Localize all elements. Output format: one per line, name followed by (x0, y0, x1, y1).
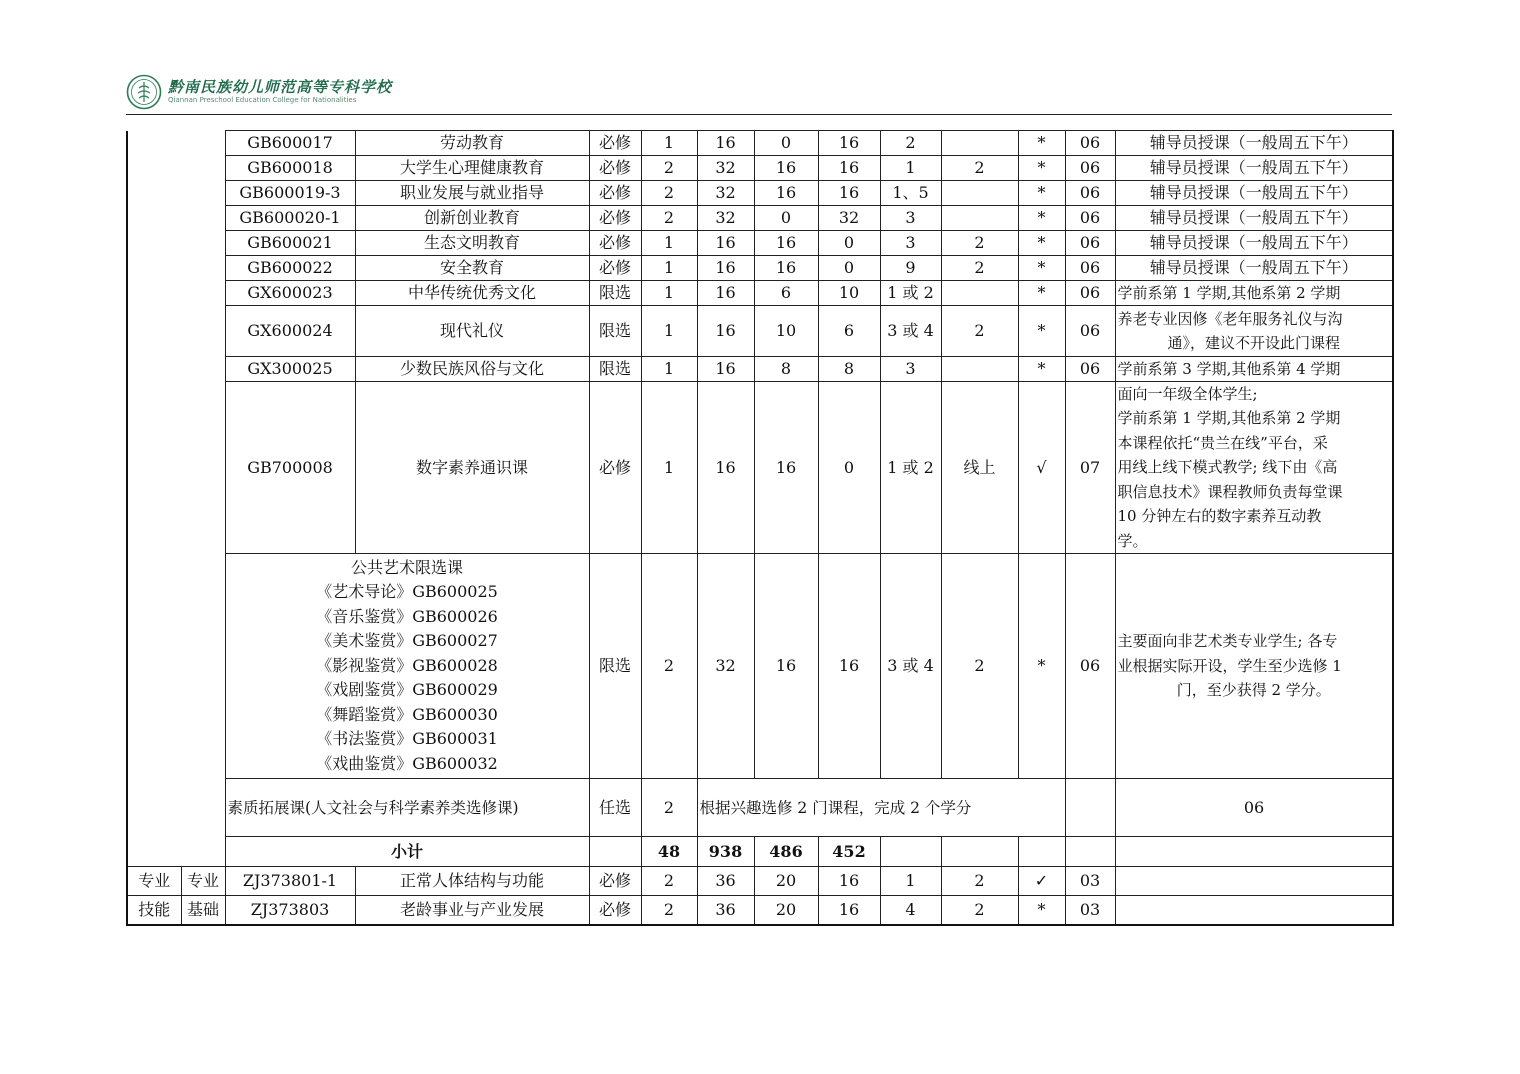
weekly-hours (941, 837, 1018, 867)
note: 辅导员授课（一般周五下午） (1115, 181, 1393, 206)
course-type: 必修 (589, 231, 641, 256)
note-line: 用线上线下模式教学; 线下由《高 (1117, 458, 1338, 477)
dept-code (1065, 837, 1115, 867)
credit: 2 (641, 779, 697, 837)
weekly-hours: 线上 (941, 382, 1018, 554)
dept-code: 06 (1065, 256, 1115, 281)
subtotal-row (127, 837, 1393, 867)
note (1115, 837, 1393, 867)
dept-code: 03 (1065, 867, 1115, 896)
note-line: 本课程依托“贵兰在线”平台，采 (1117, 433, 1328, 452)
term: 4 (880, 896, 941, 925)
course-code: GB600022 (225, 256, 355, 281)
practice-hours: 0 (818, 256, 880, 281)
course-code: ZJ373801-1 (225, 867, 355, 896)
note-line: 学。 (1117, 531, 1148, 550)
practice-hours: 16 (818, 156, 880, 181)
theory-hours: 16 (754, 554, 818, 779)
table-row (127, 256, 1393, 281)
practice-hours: 16 (818, 181, 880, 206)
credit: 1 (641, 256, 697, 281)
practice-hours: 0 (818, 382, 880, 554)
note-line: 养老专业因修《老年服务礼仪与沟 (1117, 309, 1343, 328)
note-line: 主要面向非艺术类专业学生; 各专 (1117, 632, 1338, 651)
check-mark: * (1018, 256, 1065, 281)
table-row (127, 181, 1393, 206)
course-type: 必修 (589, 131, 641, 156)
check-mark (1018, 837, 1065, 867)
table-row (127, 867, 1393, 896)
course-name: 生态文明教育 (355, 231, 589, 256)
note-line: 通》，建议不开设此门课程 (1167, 334, 1340, 352)
table-row (127, 131, 1393, 156)
total-hours: 16 (697, 306, 754, 357)
check-mark: * (1018, 206, 1065, 231)
credit: 1 (641, 306, 697, 357)
note: 辅导员授课（一般周五下午） (1115, 231, 1393, 256)
theory-hours: 16 (754, 382, 818, 554)
theory-hours: 16 (754, 156, 818, 181)
total-hours: 36 (697, 896, 754, 925)
school-logo-icon (126, 74, 162, 110)
check-mark: * (1018, 896, 1065, 925)
total-hours: 32 (697, 156, 754, 181)
course-type: 必修 (589, 156, 641, 181)
term: 1、5 (880, 181, 941, 206)
course-code: GX300025 (225, 357, 355, 382)
table-row (127, 231, 1393, 256)
note-line: 面向一年级全体学生; (1117, 385, 1258, 404)
total-hours: 32 (697, 554, 754, 779)
practice-hours: 452 (818, 837, 880, 867)
course-type: 必修 (589, 206, 641, 231)
dept-code: 06 (1065, 131, 1115, 156)
weekly-hours (941, 181, 1018, 206)
weekly-hours (941, 206, 1018, 231)
total-hours: 16 (697, 382, 754, 554)
check-mark (1065, 779, 1115, 837)
term: 1 (880, 867, 941, 896)
check-mark: * (1018, 131, 1065, 156)
practice-hours: 16 (818, 131, 880, 156)
note: 辅导员授课（一般周五下午） (1115, 206, 1393, 231)
course-name: 素质拓展课(人文社会与科学素养类选修课) (225, 779, 589, 837)
course-type: 限选 (589, 281, 641, 306)
credit: 2 (641, 896, 697, 925)
table-row (127, 156, 1393, 181)
note: 学前系第 1 学期,其他系第 2 学期 (1115, 281, 1393, 306)
theory-hours: 8 (754, 357, 818, 382)
course-code: GX600024 (225, 306, 355, 357)
table-row (127, 896, 1393, 925)
theory-hours: 486 (754, 837, 818, 867)
theory-hours: 16 (754, 256, 818, 281)
school-name-cn: 黔南民族幼儿师范高等专科学校 (168, 78, 393, 96)
art-list-item: 《舞蹈鉴赏》GB600030 (316, 704, 498, 724)
credit: 2 (641, 156, 697, 181)
check-mark: √ (1018, 382, 1065, 554)
weekly-hours (941, 281, 1018, 306)
course-type: 必修 (589, 382, 641, 554)
course-name: 职业发展与就业指导 (355, 181, 589, 206)
term: 3 (880, 231, 941, 256)
term: 3 (880, 357, 941, 382)
course-name: 老龄事业与产业发展 (355, 896, 589, 925)
dept-code: 06 (1065, 281, 1115, 306)
curriculum-table (126, 130, 1394, 926)
course-name: 大学生心理健康教育 (355, 156, 589, 181)
theory-hours: 16 (754, 181, 818, 206)
course-type: 必修 (589, 256, 641, 281)
credit: 2 (641, 206, 697, 231)
theory-hours: 16 (754, 231, 818, 256)
course-type: 必修 (589, 896, 641, 925)
group-label: 技能 (127, 896, 181, 925)
practice-hours: 10 (818, 281, 880, 306)
weekly-hours (941, 131, 1018, 156)
term: 9 (880, 256, 941, 281)
table-row (127, 779, 1393, 837)
note: 辅导员授课（一般周五下午） (1115, 156, 1393, 181)
total-hours: 16 (697, 131, 754, 156)
practice-hours: 16 (818, 896, 880, 925)
theory-hours: 0 (754, 206, 818, 231)
course-type: 必修 (589, 181, 641, 206)
course-code: ZJ373803 (225, 896, 355, 925)
note (1115, 554, 1393, 779)
dept-code: 07 (1065, 382, 1115, 554)
credit: 2 (641, 181, 697, 206)
credit: 2 (641, 554, 697, 779)
weekly-hours: 2 (941, 867, 1018, 896)
total-hours: 16 (697, 256, 754, 281)
dept-code: 06 (1065, 206, 1115, 231)
practice-hours: 8 (818, 357, 880, 382)
total-hours: 32 (697, 181, 754, 206)
course-type: 任选 (589, 779, 641, 837)
weekly-hours: 2 (941, 256, 1018, 281)
note-line: 10 分钟左右的数字素养互动教 (1117, 507, 1322, 526)
course-code: GB600017 (225, 131, 355, 156)
course-code: GB700008 (225, 382, 355, 554)
total-hours: 938 (697, 837, 754, 867)
group-cell-blank (127, 131, 225, 867)
term: 3 或 4 (880, 306, 941, 357)
term: 1 或 2 (880, 382, 941, 554)
credit: 1 (641, 131, 697, 156)
note: 辅导员授课（一般周五下午） (1115, 131, 1393, 156)
dept-code: 06 (1115, 779, 1393, 837)
course-name: 中华传统优秀文化 (355, 281, 589, 306)
merged-note: 根据兴趣选修 2 门课程，完成 2 个学分 (697, 779, 1065, 837)
total-hours: 32 (697, 206, 754, 231)
course-name: 安全教育 (355, 256, 589, 281)
check-mark: * (1018, 554, 1065, 779)
note-line: 门，至少获得 2 学分。 (1176, 681, 1331, 700)
check-mark: * (1018, 281, 1065, 306)
term: 3 或 4 (880, 554, 941, 779)
credit: 1 (641, 357, 697, 382)
term (880, 837, 941, 867)
theory-hours: 20 (754, 867, 818, 896)
term: 2 (880, 131, 941, 156)
dept-code: 06 (1065, 231, 1115, 256)
check-mark: * (1018, 231, 1065, 256)
dept-code: 06 (1065, 357, 1115, 382)
art-list-title: 公共艺术限选课 (350, 557, 463, 577)
check-mark: * (1018, 306, 1065, 357)
note (1115, 382, 1393, 554)
table-row (127, 206, 1393, 231)
table-row (127, 357, 1393, 382)
theory-hours: 6 (754, 281, 818, 306)
course-name: 少数民族风俗与文化 (355, 357, 589, 382)
total-hours: 16 (697, 231, 754, 256)
course-code: GX600023 (225, 281, 355, 306)
credit: 1 (641, 231, 697, 256)
table-row (127, 554, 1393, 779)
weekly-hours: 2 (941, 231, 1018, 256)
total-hours: 16 (697, 281, 754, 306)
weekly-hours: 2 (941, 306, 1018, 357)
table-row (127, 382, 1393, 554)
theory-hours: 10 (754, 306, 818, 357)
header-divider (126, 114, 1392, 115)
course-code: GB600021 (225, 231, 355, 256)
practice-hours: 16 (818, 867, 880, 896)
subtotal-label: 小计 (225, 837, 589, 867)
weekly-hours: 2 (941, 156, 1018, 181)
table-row (127, 306, 1393, 357)
note-line: 学前系第 1 学期,其他系第 2 学期 (1117, 409, 1341, 428)
course-type: 限选 (589, 357, 641, 382)
dept-code: 03 (1065, 896, 1115, 925)
dept-code: 06 (1065, 181, 1115, 206)
dept-code: 06 (1065, 306, 1115, 357)
group-label: 专业 (127, 867, 181, 896)
total-hours: 36 (697, 867, 754, 896)
course-code: GB600019-3 (225, 181, 355, 206)
credit: 2 (641, 867, 697, 896)
page-header (126, 72, 1392, 116)
note: 学前系第 3 学期,其他系第 4 学期 (1115, 357, 1393, 382)
group-label: 基础 (181, 896, 225, 925)
course-name: 现代礼仪 (355, 306, 589, 357)
note-line: 业根据实际开设，学生至少选修 1 (1117, 656, 1342, 675)
art-list-item: 《艺术导论》GB600025 (316, 582, 498, 602)
course-type (589, 837, 641, 867)
note (1115, 896, 1393, 925)
practice-hours: 16 (818, 554, 880, 779)
term: 1 (880, 156, 941, 181)
dept-code: 06 (1065, 554, 1115, 779)
course-name: 数字素养通识课 (355, 382, 589, 554)
total-hours: 16 (697, 357, 754, 382)
art-list-item: 《书法鉴赏》GB600031 (316, 729, 498, 749)
art-list-item: 《美术鉴赏》GB600027 (316, 631, 498, 651)
course-type: 限选 (589, 306, 641, 357)
note (1115, 306, 1393, 357)
credit: 1 (641, 382, 697, 554)
course-code: GB600020-1 (225, 206, 355, 231)
art-list-item: 《影视鉴赏》GB600028 (316, 655, 498, 675)
weekly-hours: 2 (941, 554, 1018, 779)
course-type: 必修 (589, 867, 641, 896)
practice-hours: 32 (818, 206, 880, 231)
theory-hours: 0 (754, 131, 818, 156)
term: 3 (880, 206, 941, 231)
check-mark: * (1018, 357, 1065, 382)
practice-hours: 6 (818, 306, 880, 357)
course-name: 正常人体结构与功能 (355, 867, 589, 896)
art-list-item: 《音乐鉴赏》GB600026 (316, 606, 498, 626)
course-name: 劳动教育 (355, 131, 589, 156)
course-code: GB600018 (225, 156, 355, 181)
group-label: 专业 (181, 867, 225, 896)
art-course-list (225, 554, 589, 779)
note (1115, 867, 1393, 896)
school-name-en: Qiannan Preschool Education College for Nationalities (168, 96, 357, 104)
check-mark: ✓ (1018, 867, 1065, 896)
weekly-hours (941, 357, 1018, 382)
art-list-item: 《戏剧鉴赏》GB600029 (316, 680, 498, 700)
art-list-item: 《戏曲鉴赏》GB600032 (316, 753, 498, 773)
check-mark: * (1018, 156, 1065, 181)
credit: 48 (641, 837, 697, 867)
table-row (127, 281, 1393, 306)
check-mark: * (1018, 181, 1065, 206)
term: 1 或 2 (880, 281, 941, 306)
theory-hours: 20 (754, 896, 818, 925)
note-line: 职信息技术》课程教师负责每堂课 (1117, 482, 1343, 501)
practice-hours: 0 (818, 231, 880, 256)
note: 辅导员授课（一般周五下午） (1115, 256, 1393, 281)
course-type: 限选 (589, 554, 641, 779)
weekly-hours: 2 (941, 896, 1018, 925)
dept-code: 06 (1065, 156, 1115, 181)
course-name: 创新创业教育 (355, 206, 589, 231)
credit: 1 (641, 281, 697, 306)
